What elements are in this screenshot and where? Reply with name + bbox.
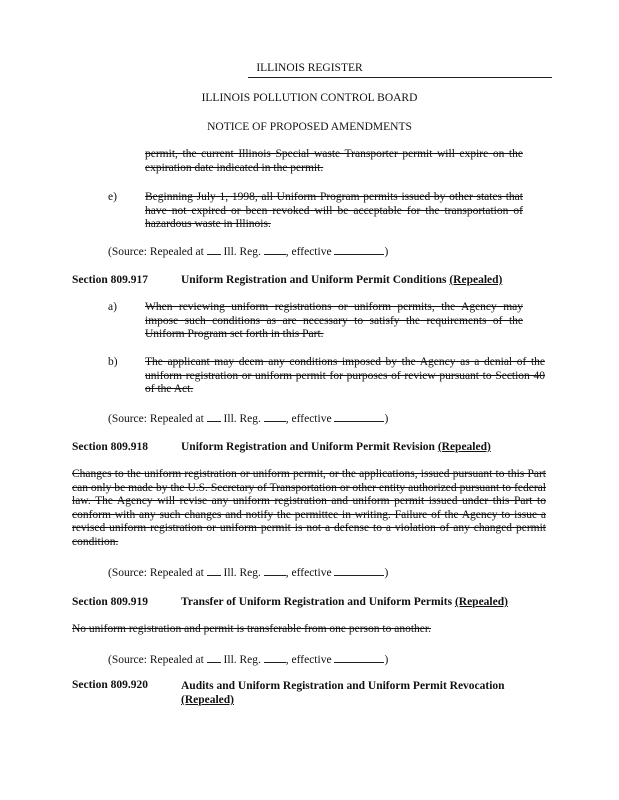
source-prefix: (Source: Repealed at bbox=[108, 413, 204, 425]
header-notice: NOTICE OF PROPOSED AMENDMENTS bbox=[207, 121, 412, 133]
source-effective: , effective bbox=[285, 567, 332, 579]
source-suffix: ) bbox=[384, 567, 389, 579]
header-rule bbox=[248, 77, 552, 78]
item-e-text: Beginning July 1, 1998, all Uniform Program permits issued by other states that have not expired or been revoked will be acceptable for the transportation of hazardous waste in Illinois. bbox=[145, 191, 523, 230]
source-blank-date bbox=[334, 245, 384, 255]
source-prefix: (Source: Repealed at bbox=[108, 654, 204, 666]
section-917-title: Uniform Registration and Uniform Permit Conditions bbox=[181, 274, 447, 286]
continuation-text: permit, the current Illinois Special waste Transporter permit will expire on the expiration date indicated in the permit. bbox=[145, 148, 523, 174]
section-918-title: Uniform Registration and Uniform Permit Revision bbox=[181, 441, 435, 453]
section-920-heading bbox=[181, 679, 526, 707]
source-blank-page bbox=[264, 566, 286, 576]
section-919-title: Transfer of Uniform Registration and Uniform Permits bbox=[181, 596, 453, 608]
source-suffix: ) bbox=[384, 654, 389, 666]
source-blank-date bbox=[334, 412, 384, 422]
section-918-status: (Repealed) bbox=[437, 441, 491, 453]
section-920-title: Audits and Uniform Registration and Uniform Permit Revocation bbox=[181, 680, 505, 692]
source-blank-reg bbox=[207, 653, 221, 663]
section-918-heading bbox=[181, 441, 491, 453]
section-917-status: (Repealed) bbox=[449, 274, 503, 286]
source-ill-reg: Ill. Reg. bbox=[223, 246, 261, 258]
source-blank-page bbox=[264, 245, 286, 255]
section-917-item-a-text: When reviewing uniform registrations or uniform permits, the Agency may impose such conditions as are necessary to satisfy the requirements of the Uniform Program set forth in this Part. bbox=[145, 301, 523, 340]
section-919-number: Section 809.919 bbox=[72, 596, 149, 608]
section-919-text: No uniform registration and permit is transferable from one person to another. bbox=[72, 623, 431, 635]
section-917-item-b-label: b) bbox=[108, 356, 118, 368]
section-917-item-b-text: The applicant may deem any conditions imposed by the Agency as a denial of the uniform registration or uniform permit for purposes of review pursuant to Section 40 of the Act. bbox=[145, 356, 545, 395]
source-note bbox=[108, 653, 388, 666]
source-suffix: ) bbox=[384, 413, 389, 425]
section-918-text: Changes to the uniform registration or uniform permit, or the applications, issued pursuant to this Part can only be made by the U.S. Secretary of Transportation or other entity authorized pursuant to federal law. The Agency will revise any uniform registration and uniform permit issued under this Part to conform with any such changes and notify the permittee in writing. Failure of the Agency to issue a revised uniform registration or uniform permit is not a defense to a violation of any changed permit condition. bbox=[72, 468, 546, 548]
source-blank-date bbox=[334, 653, 384, 663]
source-ill-reg: Ill. Reg. bbox=[223, 654, 261, 666]
section-917-heading bbox=[181, 274, 502, 286]
source-prefix: (Source: Repealed at bbox=[108, 246, 204, 258]
source-effective: , effective bbox=[285, 654, 332, 666]
source-blank-reg bbox=[207, 566, 221, 576]
source-ill-reg: Ill. Reg. bbox=[223, 413, 261, 425]
header-board: ILLINOIS POLLUTION CONTROL BOARD bbox=[201, 92, 418, 104]
section-919-heading bbox=[181, 596, 508, 608]
section-920-status: (Repealed) bbox=[181, 694, 235, 706]
section-919-status: (Repealed) bbox=[454, 596, 508, 608]
section-917-item-a-label: a) bbox=[108, 301, 117, 313]
source-note bbox=[108, 245, 388, 258]
section-918-number: Section 809.918 bbox=[72, 441, 149, 453]
source-note bbox=[108, 412, 388, 425]
header-register: ILLINOIS REGISTER bbox=[256, 62, 363, 74]
source-ill-reg: Ill. Reg. bbox=[223, 567, 261, 579]
source-note bbox=[108, 566, 388, 579]
source-prefix: (Source: Repealed at bbox=[108, 567, 204, 579]
source-blank-reg bbox=[207, 412, 221, 422]
source-blank-page bbox=[264, 653, 286, 663]
source-effective: , effective bbox=[285, 413, 332, 425]
source-effective: , effective bbox=[285, 246, 332, 258]
section-920-number: Section 809.920 bbox=[72, 679, 149, 691]
source-blank-reg bbox=[207, 245, 221, 255]
section-917-number: Section 809.917 bbox=[72, 274, 149, 286]
source-blank-date bbox=[334, 566, 384, 576]
item-e-label: e) bbox=[108, 191, 117, 203]
source-blank-page bbox=[264, 412, 286, 422]
source-suffix: ) bbox=[384, 246, 389, 258]
